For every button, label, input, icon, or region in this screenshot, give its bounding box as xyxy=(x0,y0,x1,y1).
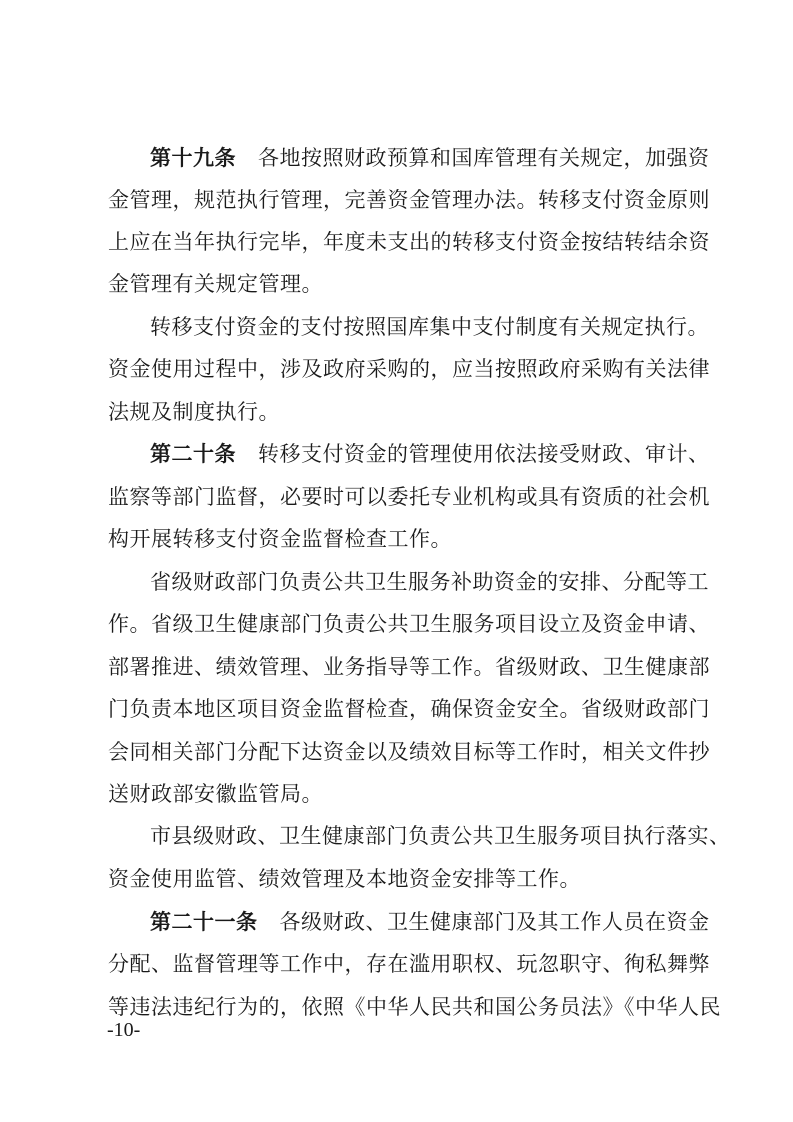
article-21-line-1 xyxy=(150,906,710,938)
body-text: 监察等部门监督，必要时可以委托专业机构或具有资质的社会机 xyxy=(108,485,710,509)
body-line xyxy=(108,778,692,810)
body-line xyxy=(108,651,710,683)
body-text: 转移支付资金的支付按照国库集中支付制度有关规定执行。 xyxy=(150,315,709,339)
body-text: 资金使用过程中，涉及政府采购的，应当按照政府采购有关法律 xyxy=(108,357,710,381)
body-text: 市县级财政、卫生健康部门负责公共卫生服务项目执行落实、 xyxy=(150,824,731,848)
body-text: 各地按照财政预算和国库管理有关规定，加强资 xyxy=(258,146,710,170)
article-19-line-1 xyxy=(150,142,710,174)
page-number: -10- xyxy=(107,1019,141,1041)
body-line xyxy=(108,353,710,385)
body-text: 分配、监督管理等工作中，存在滥用职权、玩忽职守、徇私舞弊 xyxy=(108,952,710,976)
body-line xyxy=(108,523,692,555)
article-heading: 第二十条 xyxy=(150,441,236,466)
body-line xyxy=(108,948,710,980)
body-text: 金管理有关规定管理。 xyxy=(108,272,323,296)
body-text: 门负责本地区项目资金监督检查，确保资金安全。省级财政部门 xyxy=(108,697,710,721)
body-text: 各级财政、卫生健康部门及其工作人员在资金 xyxy=(279,910,710,934)
body-text: 送财政部安徽监管局。 xyxy=(108,782,323,806)
body-text: 资金使用监管、绩效管理及本地资金安排等工作。 xyxy=(108,867,581,891)
body-line xyxy=(108,184,710,216)
body-text: 构开展转移支付资金监督检查工作。 xyxy=(108,527,452,551)
body-text: 部署推进、绩效管理、业务指导等工作。省级财政、卫生健康部 xyxy=(108,655,710,679)
body-line xyxy=(108,226,710,258)
article-20-line-1 xyxy=(150,438,710,470)
body-line xyxy=(108,396,692,428)
paragraph-start-line xyxy=(150,820,731,852)
body-text: 等违法违纪行为的，依照《中华人民共和国公务员法》《中华人民 xyxy=(108,995,721,1019)
body-text: 省级财政部门负责公共卫生服务补助资金的安排、分配等工 xyxy=(150,570,709,594)
article-heading: 第二十一条 xyxy=(150,909,258,934)
article-heading: 第十九条 xyxy=(150,145,236,170)
body-line xyxy=(108,481,710,513)
body-text: 作。省级卫生健康部门负责公共卫生服务项目设立及资金申请、 xyxy=(108,612,710,636)
body-text: 会同相关部门分配下达资金以及绩效目标等工作时，相关文件抄 xyxy=(108,740,710,764)
body-text: 金管理，规范执行管理，完善资金管理办法。转移支付资金原则 xyxy=(108,188,710,212)
paragraph-start-line xyxy=(150,311,709,343)
body-line xyxy=(108,268,692,300)
body-line xyxy=(108,736,710,768)
paragraph-start-line xyxy=(150,566,709,598)
body-line xyxy=(108,693,710,725)
body-line xyxy=(108,991,721,1023)
body-text: 法规及制度执行。 xyxy=(108,400,280,424)
body-text: 上应在当年执行完毕，年度未支出的转移支付资金按结转结余资 xyxy=(108,230,710,254)
body-text: 转移支付资金的管理使用依法接受财政、审计、 xyxy=(258,442,710,466)
body-line xyxy=(108,863,692,895)
body-line xyxy=(108,608,710,640)
